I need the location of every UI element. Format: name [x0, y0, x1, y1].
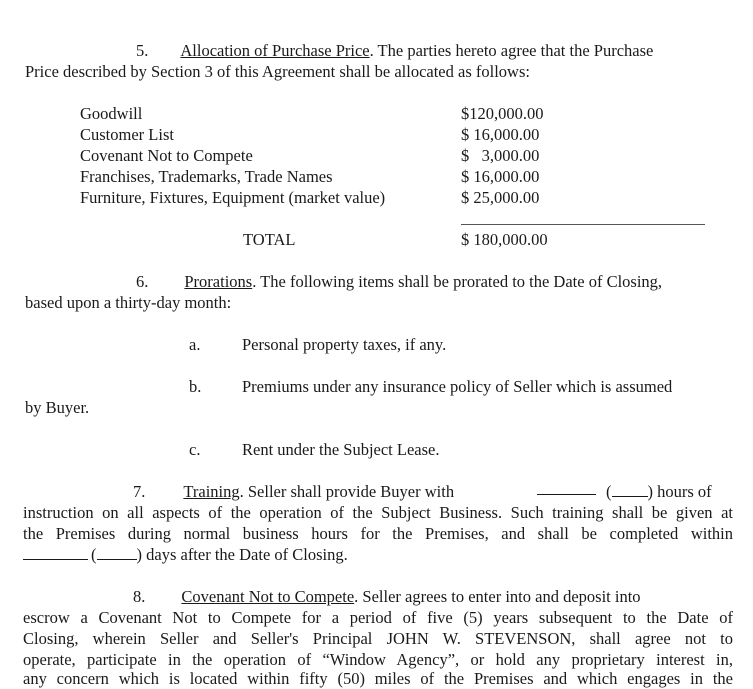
section-6-line-1-text: . The following items shall be prorated to the Date of Closing,	[252, 272, 663, 291]
section-8-heading: Covenant Not to Compete	[181, 587, 355, 606]
training-hours-words-blank[interactable]	[537, 480, 596, 495]
section-8-line-1-text: . Seller agrees to enter into and deposit into	[354, 587, 641, 606]
section-5-heading: Allocation of Purchase Price	[180, 41, 370, 60]
proration-item-b: Premiums under any insurance policy of Seller which is assumed	[242, 377, 673, 396]
paren-open: (	[91, 545, 97, 564]
section-7-line-4-text: ) days after the Date of Closing.	[136, 545, 348, 564]
allocation-label: Furniture, Fixtures, Equipment (market value)	[80, 188, 386, 207]
proration-item-c: Rent under the Subject Lease.	[242, 440, 440, 459]
total-amount: $ 180,000.00	[461, 230, 548, 249]
section-8-line-1	[133, 586, 641, 607]
section-7-line-2: instruction on all aspects of the operation of the Subject Business. Such training shall be given at	[23, 503, 733, 522]
allocation-label: Goodwill	[80, 104, 143, 123]
allocation-amount: $120,000.00	[461, 104, 544, 123]
proration-letter-a: a.	[189, 335, 201, 354]
allocation-label: Customer List	[80, 125, 174, 144]
training-days-number-blank[interactable]	[97, 545, 137, 560]
proration-letter-c: c.	[189, 440, 201, 459]
allocation-amount: $ 25,000.00	[461, 188, 540, 207]
total-rule	[461, 224, 705, 225]
paren-close: ) hours of	[647, 482, 712, 501]
section-7-line-1	[133, 481, 454, 502]
section-5-line-1-text: . The parties hereto agree that the Purchase	[369, 41, 654, 60]
proration-item-b-continuation: by Buyer.	[25, 398, 90, 417]
section-6-line-2: based upon a thirty-day month:	[25, 293, 232, 312]
section-8-line-4: operate, participate in the operation of “Window Agency”, or hold any proprietary interest in,	[23, 650, 733, 669]
section-7-number: 7.	[133, 482, 146, 501]
training-days-words-blank[interactable]	[23, 545, 88, 560]
proration-letter-b: b.	[189, 377, 202, 396]
section-8-line-5: any concern which is located within fifty (50) miles of the Premises and which engages in the	[23, 669, 733, 688]
section-7-line-1-text: . Seller shall provide Buyer with	[239, 482, 455, 501]
section-7-line-1-paren	[606, 481, 712, 502]
section-5-line-2: Price described by Section 3 of this Agreement shall be allocated as follows:	[25, 62, 530, 81]
section-7-line-4	[23, 544, 348, 565]
section-6-heading: Prorations	[184, 272, 253, 291]
section-6-line-1	[136, 271, 662, 292]
allocation-label: Covenant Not to Compete	[80, 146, 253, 165]
allocation-amount: $ 16,000.00	[461, 167, 540, 186]
allocation-label: Franchises, Trademarks, Trade Names	[80, 167, 333, 186]
section-7-heading: Training	[183, 482, 240, 501]
section-6-number: 6.	[136, 272, 149, 291]
section-5-number: 5.	[136, 41, 149, 60]
proration-item-a: Personal property taxes, if any.	[242, 335, 447, 354]
allocation-amount: $ 3,000.00	[461, 146, 540, 165]
paren-open: (	[606, 482, 612, 501]
section-8-line-3: Closing, wherein Seller and Seller's Principal JOHN W. STEVENSON, shall agree not to	[23, 629, 733, 648]
section-5-line-1	[136, 40, 734, 61]
section-8-line-2: escrow a Covenant Not to Compete for a period of five (5) years subsequent to the Date of	[23, 608, 733, 627]
total-label: TOTAL	[243, 230, 296, 249]
section-7-line-3: the Premises during normal business hours for the Premises, and shall be completed within	[23, 524, 733, 543]
training-hours-number-blank[interactable]	[612, 482, 648, 497]
section-8-number: 8.	[133, 587, 146, 606]
allocation-amount: $ 16,000.00	[461, 125, 540, 144]
